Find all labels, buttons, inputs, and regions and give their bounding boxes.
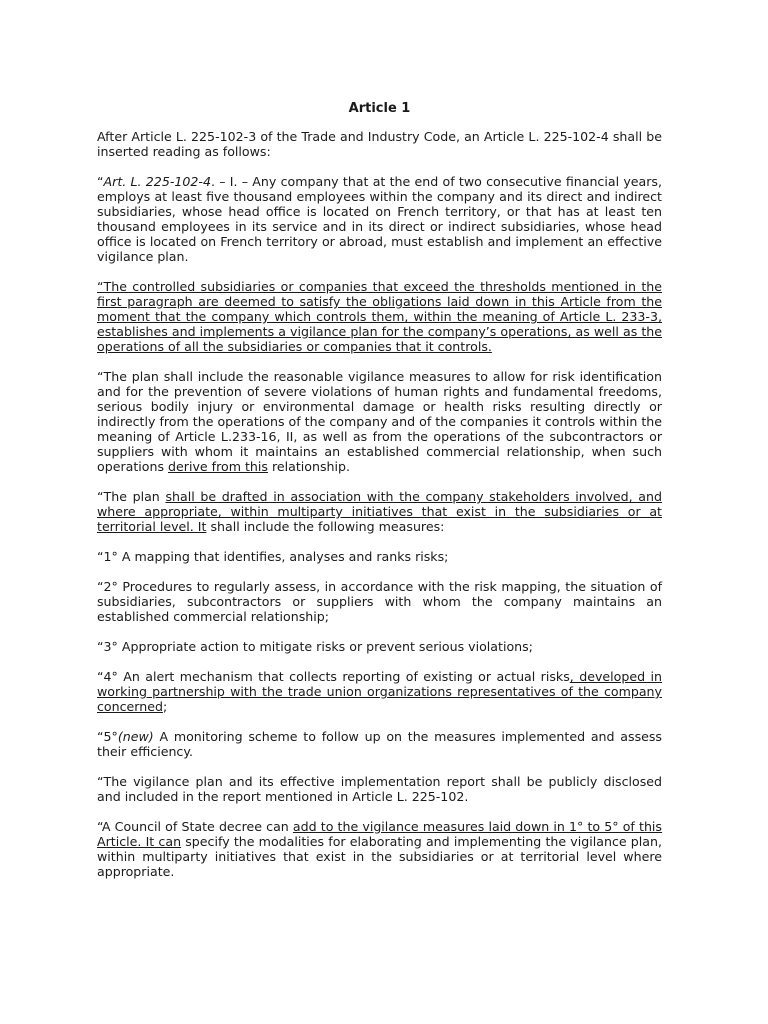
paragraph-text: “The plan: [97, 489, 166, 504]
document-body: [97, 101, 662, 894]
new-tag: (new): [117, 729, 154, 744]
paragraph-text: . – I. – Any company that at the end of two consecutive financial years, employs at least five thousand employees within the company and its direct and indirect subsidiaries, whose head office is located on French territory, or that has at least ten thousand employees in its service and in its direct or indirect subsidiaries, whose head office is located on French territory or abroad, must establish and implement an effective vigilance plan.: [97, 174, 662, 264]
underlined-amendment: add to the vigilance measures laid down in 1° to 5° of this Article. It can: [97, 819, 662, 849]
paragraph-text: “The plan shall include the reasonable vigilance measures to allow for risk identification and for the prevention of severe violations of human rights and fundamental freedoms, serious bodily injury or environmental damage or health risks resulting directly or indirectly from the operations of the company and of the companies it controls within the meaning of Article L.233-16, II, as well as from the operations of the subcontractors or suppliers with whom it maintains an established commercial relationship, when such operations: [97, 369, 662, 474]
measure-item-5: [97, 729, 662, 759]
paragraph-text: shall include the following measures:: [206, 519, 445, 534]
plan-drafting-paragraph: [97, 489, 662, 534]
intro-paragraph: After Article L. 225-102-3 of the Trade and Industry Code, an Article L. 225-102-4 shall be inserted reading as follows:: [97, 129, 662, 159]
paragraph-text: “4° An alert mechanism that collects reporting of existing or actual risks: [97, 669, 570, 684]
article-reference: Art. L. 225-102-4: [103, 174, 211, 189]
item-number: “5°: [97, 729, 118, 744]
plan-measures-paragraph: [97, 369, 662, 474]
disclosure-paragraph: “The vigilance plan and its effective implementation report shall be publicly disclosed and included in the report mentioned in Article L. 225-102.: [97, 774, 662, 804]
council-decree-paragraph: [97, 819, 662, 879]
measure-item-2: “2° Procedures to regularly assess, in accordance with the risk mapping, the situation of subsidiaries, subcontractors or suppliers with whom the company maintains an established commercial relationship;: [97, 579, 662, 624]
art-l225-102-4-paragraph: [97, 174, 662, 264]
article-title: Article 1: [348, 101, 411, 116]
paragraph-text: ;: [162, 699, 168, 714]
underlined-amendment: , developed in working partnership with the trade union organizations representatives of the company concerned: [97, 669, 662, 714]
opening-quote: “: [97, 174, 104, 189]
paragraph-text: specify the modalities for elaborating and implementing the vigilance plan, within multiparty initiatives that exist in the subsidiaries or at territorial level where appropriate.: [97, 834, 662, 879]
measure-item-4: [97, 669, 662, 714]
paragraph-text: “A Council of State decree can: [97, 819, 293, 834]
underlined-amendment: derive from this: [168, 459, 268, 474]
measure-item-1: “1° A mapping that identifies, analyses and ranks risks;: [97, 549, 449, 564]
paragraph-text: A monitoring scheme to follow up on the measures implemented and assess their efficiency.: [97, 729, 662, 759]
underlined-amendment: shall be drafted in association with the company stakeholders involved, and where appropriate, within multiparty initiatives that exist in the subsidiaries or at territorial level. It: [97, 489, 662, 534]
paragraph-text: relationship.: [267, 459, 350, 474]
controlled-subsidiaries-paragraph: “The controlled subsidiaries or companies that exceed the thresholds mentioned in the first paragraph are deemed to satisfy the obligations laid down in this Article from the moment that the company which controls them, within the meaning of Article L. 233-3, establishes and implements a vigilance plan for the company’s operations, as well as the operations of all the subsidiaries or companies that it controls.: [97, 279, 662, 354]
measure-item-3: “3° Appropriate action to mitigate risks or prevent serious violations;: [97, 639, 533, 654]
